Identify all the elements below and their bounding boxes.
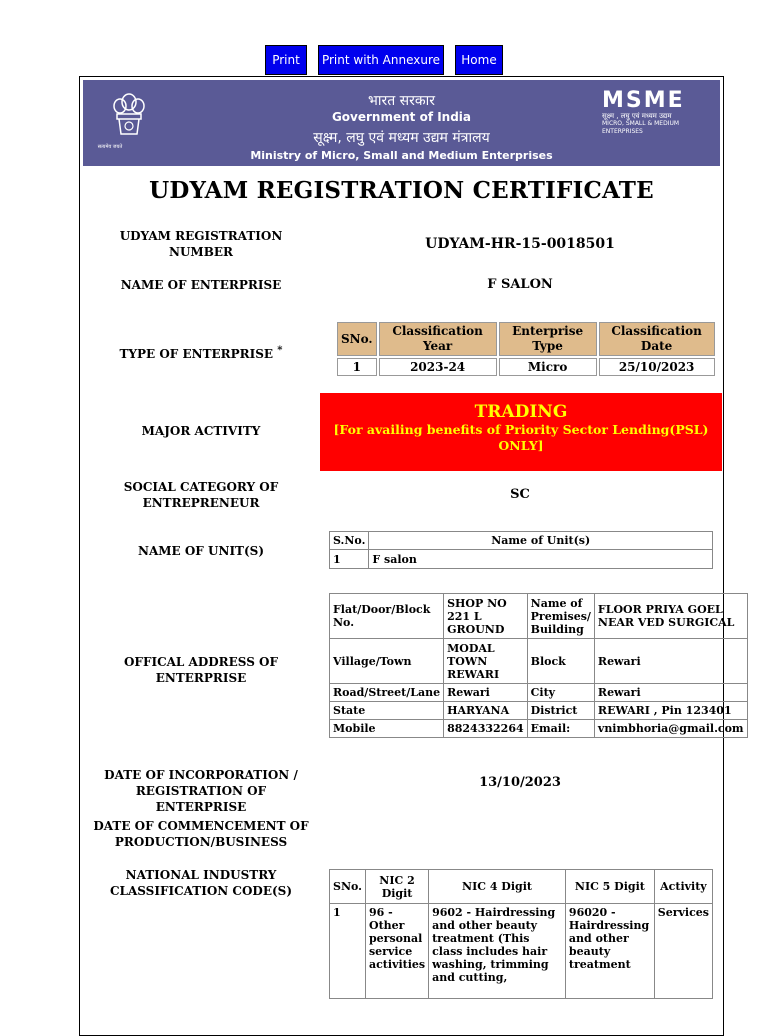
table-cell: Email:: [527, 720, 594, 738]
table-cell: 2023-24: [379, 358, 497, 376]
enterprise-name-label: NAME OF ENTERPRISE: [120, 278, 282, 292]
table-header: NIC 4 Digit: [429, 870, 566, 904]
major-activity-label: MAJOR ACTIVITY: [141, 424, 261, 438]
table-row: [330, 702, 748, 720]
incorporation-date-label: DATE OF INCORPORATION / REGISTRATION OF ENTERPRISE: [104, 768, 298, 814]
home-button[interactable]: Home: [455, 45, 503, 75]
major-activity-note: [For availing benefits of Priority Sector Lending(PSL) ONLY]: [333, 422, 709, 453]
table-row: [330, 904, 713, 999]
table-row: [330, 550, 713, 569]
table-cell: Micro: [499, 358, 597, 376]
table-cell: Rewari: [594, 639, 747, 684]
msme-subtitle: MICRO, SMALL & MEDIUM ENTERPRISES: [602, 120, 680, 135]
table-cell: Village/Town: [330, 639, 444, 684]
table-header: Enterprise Type: [499, 322, 597, 356]
table-cell: HARYANA: [444, 702, 528, 720]
msme-hindi-text: सूक्ष्म , लघु एवं मध्यम उद्यम: [602, 112, 672, 120]
table-header: NIC 5 Digit: [565, 870, 654, 904]
table-row: [337, 358, 715, 376]
table-cell: 1: [330, 550, 369, 569]
table-row: [330, 594, 748, 639]
table-cell: Road/Street/Lane: [330, 684, 444, 702]
table-header-row: [337, 322, 715, 356]
table-cell: FLOOR PRIYA GOEL NEAR VED SURGICAL: [594, 594, 747, 639]
table-header: SNo.: [330, 870, 366, 904]
table-header: Activity: [654, 870, 712, 904]
social-category-label: SOCIAL CATEGORY OF ENTREPRENEUR: [123, 480, 279, 510]
msme-logo-text: MSME: [602, 88, 685, 113]
toolbar: [0, 45, 768, 75]
nic-label: NATIONAL INDUSTRY CLASSIFICATION CODE(S): [109, 868, 293, 898]
table-cell: MODAL TOWN REWARI: [444, 639, 528, 684]
table-header: S.No.: [330, 532, 369, 550]
table-cell: Rewari: [594, 684, 747, 702]
table-cell: 1: [337, 358, 377, 376]
print-with-annexure-button[interactable]: Print with Annexure: [318, 45, 444, 75]
table-header: Name of Unit(s): [369, 532, 713, 550]
address-label: OFFICAL ADDRESS OF ENTERPRISE: [123, 655, 279, 685]
table-cell: 1: [330, 904, 366, 999]
msme-logo: [602, 90, 702, 136]
enterprise-type-asterisk: *: [277, 345, 283, 356]
table-cell: Block: [527, 639, 594, 684]
major-activity-value: TRADING: [474, 402, 568, 422]
commencement-date-label: DATE OF COMMENCEMENT OF PRODUCTION/BUSINESS: [93, 819, 309, 849]
table-cell: State: [330, 702, 444, 720]
ministry-label: Ministry of Micro, Small and Medium Enterprises: [250, 149, 553, 162]
table-cell: 25/10/2023: [599, 358, 715, 376]
hindi-ministry-label: सूक्ष्म, लघु एवं मध्यम उद्यम मंत्रालय: [313, 130, 490, 146]
table-header-row: [330, 532, 713, 550]
table-cell: 9602 - Hairdressing and other beauty treatment (This class includes hair washing, trimming and cutting,: [429, 904, 566, 999]
government-label: Government of India: [331, 110, 472, 124]
hindi-government-label: भारत सरकार: [368, 93, 435, 109]
units-label: NAME OF UNIT(S): [137, 544, 265, 558]
table-header: NIC 2 Digit: [365, 870, 428, 904]
emblem-caption: सत्यमेव जयते: [97, 144, 123, 150]
social-category-value: SC: [510, 487, 530, 502]
table-cell: Rewari: [444, 684, 528, 702]
registration-number-value: UDYAM-HR-15-0018501: [425, 236, 615, 252]
table-cell: SHOP NO 221 L GROUND: [444, 594, 528, 639]
table-cell: 96 - Other personal service activities: [365, 904, 428, 999]
certificate-title: UDYAM REGISTRATION CERTIFICATE: [149, 177, 654, 204]
print-button[interactable]: Print: [265, 45, 307, 75]
table-cell: Name of Premises/ Building: [527, 594, 594, 639]
table-header: Classification Year: [379, 322, 497, 356]
table-row: [330, 684, 748, 702]
address-table: [329, 593, 748, 738]
table-row: [330, 720, 748, 738]
enterprise-type-label: [90, 343, 312, 362]
table-cell: City: [527, 684, 594, 702]
incorporation-date-value: 13/10/2023: [479, 775, 561, 790]
table-cell: Services: [654, 904, 712, 999]
enterprise-type-label-text: TYPE OF ENTERPRISE: [119, 347, 274, 361]
classification-table: [335, 320, 717, 378]
table-cell: 96020 - Hairdressing and other beauty treatment: [565, 904, 654, 999]
table-cell: Flat/Door/Block No.: [330, 594, 444, 639]
table-cell: Mobile: [330, 720, 444, 738]
table-cell: REWARI , Pin 123401: [594, 702, 747, 720]
table-cell: District: [527, 702, 594, 720]
table-cell: vnimbhoria@gmail.com: [594, 720, 747, 738]
table-row: [330, 639, 748, 684]
major-activity-box: [320, 393, 722, 471]
nic-table: [329, 869, 713, 999]
ministry-banner: [83, 80, 720, 166]
registration-number-label: UDYAM REGISTRATION NUMBER: [119, 229, 283, 259]
table-header: SNo.: [337, 322, 377, 356]
enterprise-name-value: F SALON: [487, 277, 553, 292]
certificate: [79, 76, 744, 1036]
table-cell: F salon: [369, 550, 713, 569]
table-header-row: [330, 870, 713, 904]
units-table: [329, 531, 713, 569]
table-cell: 8824332264: [444, 720, 528, 738]
table-header: Classification Date: [599, 322, 715, 356]
